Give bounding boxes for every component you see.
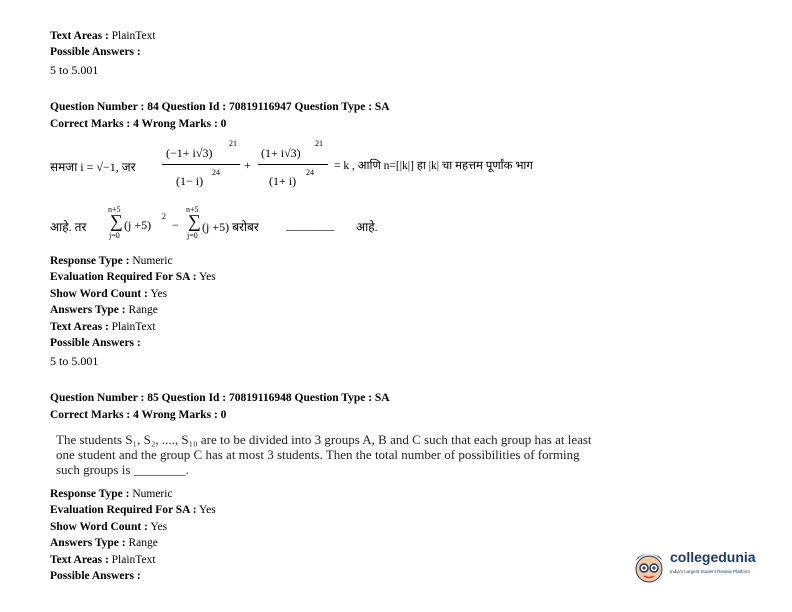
text-areas-value: PlainText: [111, 554, 156, 566]
answers-type-label: Answers Type :: [50, 537, 126, 549]
q85-word-count: [50, 520, 167, 534]
word-count-label: Show Word Count :: [50, 521, 148, 533]
q84-sum2-term: (j +5) बरोबर: [202, 220, 259, 234]
q85-possible-answers: [50, 569, 141, 583]
q84-possible-answers-value: 5 to 5.001: [50, 354, 99, 368]
eval-value: Yes: [199, 271, 216, 283]
q84-plus: +: [244, 158, 251, 172]
q85-response-type: [50, 487, 173, 501]
q84-frac1-num: (−1+ i√3): [166, 146, 213, 160]
q84-line1-suffix: = k , आणि n=[|k|] हा |k| चा महत्तम पूर्णांक भाग: [334, 160, 533, 172]
q84-line2-suffix: आहे.: [356, 220, 378, 234]
sigma-icon: ∑: [188, 211, 201, 231]
q85-text-areas: [50, 553, 156, 567]
answers-type-label: Answers Type :: [50, 304, 126, 316]
sigma-icon: ∑: [110, 211, 123, 231]
word-count-value: Yes: [150, 288, 168, 300]
eval-value: Yes: [199, 504, 216, 516]
possible-answers-label: Possible Answers :: [50, 46, 141, 58]
q84-frac2-bar: [258, 164, 328, 165]
q84-frac2-den-exp: 24: [306, 168, 314, 177]
text-areas-value: PlainText: [111, 30, 156, 42]
text-areas-label: Text Areas :: [50, 554, 109, 566]
eval-label: Evaluation Required For SA :: [50, 271, 197, 283]
eval-label: Evaluation Required For SA :: [50, 504, 197, 516]
q84-blank: ________: [286, 218, 334, 232]
q84-text-areas: [50, 320, 156, 334]
q84-frac1-den: (1− i): [176, 174, 204, 188]
answers-type-value: Range: [128, 537, 158, 549]
q84-frac1-bar: [162, 164, 240, 165]
q84-sum2-top: n+5: [186, 205, 199, 214]
q84-marks: Correct Marks : 4 Wrong Marks : 0: [50, 118, 227, 130]
q85-question-text: The students S₁, S₂, ...., S₁₀ are to be divided into 3 groups A, B and C such that each group has at least one student and the group C has at most 3 students. Then the total number of possibilities of forming such groups is ________.: [56, 432, 592, 477]
response-type-value: Numeric: [132, 255, 173, 267]
logo-name: collegedunia: [670, 549, 756, 565]
word-count-value: Yes: [150, 521, 168, 533]
q84-word-count: [50, 287, 167, 301]
q84-sum1-term: (j +5): [124, 218, 152, 232]
text-areas-row: [50, 29, 156, 43]
q84-frac1-num-exp: 21: [229, 139, 237, 148]
q84-minus: −: [172, 218, 179, 232]
response-type-label: Response Type :: [50, 488, 130, 500]
possible-answers-value: 5 to 5.001: [50, 63, 99, 77]
q84-line2-prefix: आहे. तर: [50, 220, 87, 234]
possible-answers-row: [50, 45, 141, 59]
q85-marks: Correct Marks : 4 Wrong Marks : 0: [50, 409, 227, 421]
collegedunia-logo: [630, 545, 790, 585]
text-areas-label: Text Areas :: [50, 30, 109, 42]
possible-answers-label: Possible Answers :: [50, 337, 141, 349]
word-count-label: Show Word Count :: [50, 288, 148, 300]
q85-header: Question Number : 85 Question Id : 70819116948 Question Type : SA: [50, 392, 390, 404]
q84-line1-prefix: समजा i = √−1, जर: [50, 160, 136, 174]
q85-answers-type: [50, 536, 158, 550]
answers-type-value: Range: [128, 304, 158, 316]
text-areas-value: PlainText: [111, 321, 156, 333]
q84-possible-answers: [50, 336, 141, 350]
q84-frac1-den-exp: 24: [212, 168, 220, 177]
q85-eval: [50, 503, 216, 517]
q84-frac2-num: (1+ i√3): [261, 146, 301, 160]
q84-eval: [50, 270, 216, 284]
q84-answers-type: [50, 303, 158, 317]
q84-sum1-bottom: j=0: [109, 231, 120, 240]
q84-sum1-exp: 2: [162, 212, 166, 221]
mascot-icon: [630, 545, 668, 585]
q84-sum2-bottom: j=0: [187, 231, 198, 240]
q84-sum1-top: n+5: [108, 205, 121, 214]
q84-frac2-num-exp: 21: [315, 139, 323, 148]
response-type-label: Response Type :: [50, 255, 130, 267]
q84-frac2-den: (1+ i): [269, 174, 297, 188]
text-areas-label: Text Areas :: [50, 321, 109, 333]
q84-response-type: [50, 254, 173, 268]
response-type-value: Numeric: [132, 488, 173, 500]
q84-header: Question Number : 84 Question Id : 70819116947 Question Type : SA: [50, 101, 390, 113]
logo-tagline: India's Largest Student Review Platform: [670, 569, 750, 574]
possible-answers-label: Possible Answers :: [50, 570, 141, 582]
